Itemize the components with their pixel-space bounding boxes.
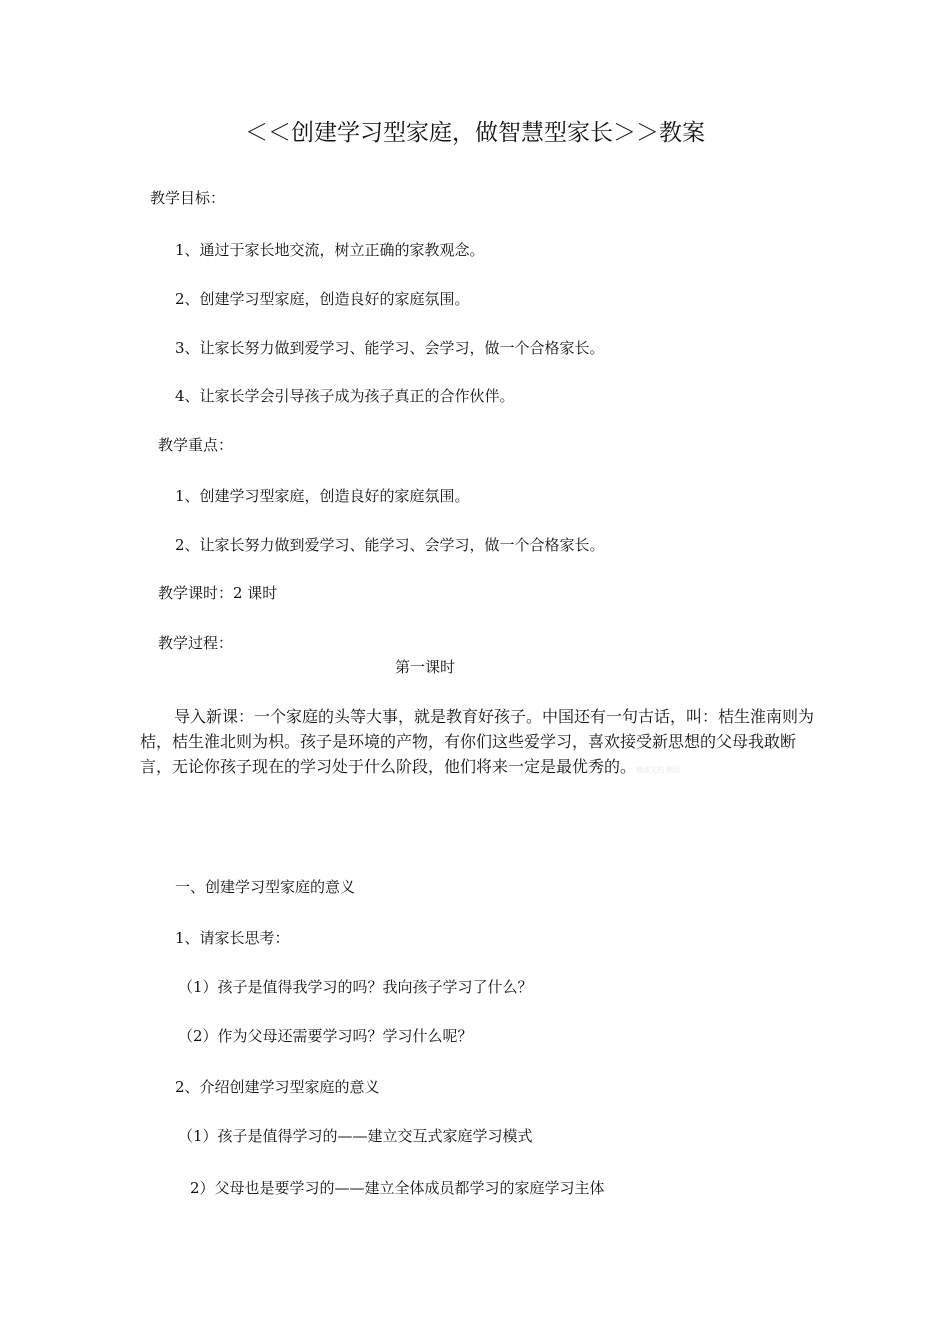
intro-paragraph [140, 704, 820, 783]
document-title: ＜＜创建学习型家庭，做智慧型家长＞＞教案 [245, 120, 705, 146]
question-item: （2）作为父母还需要学习吗？学习什么呢？ [178, 1027, 473, 1045]
process-heading: 教学过程： [158, 634, 234, 652]
objective-item: 4、让家长学会引导孩子成为孩子真正的合作伙伴。 [175, 387, 515, 405]
meaning-heading: 2、介绍创建学习型家庭的意义 [175, 1078, 380, 1096]
objective-item: 2、创建学习型家庭，创造良好的家庭氛围。 [175, 290, 470, 308]
keypoint-item: 2、让家长努力做到爱学习、能学习、会学习，做一个合格家长。 [175, 536, 605, 554]
objective-item: 3、让家长努力做到爱学习、能学习、会学习，做一个合格家长。 [175, 339, 605, 357]
keypoint-item: 1、创建学习型家庭，创造良好的家庭氛围。 [175, 487, 470, 505]
keypoints-heading: 教学重点： [158, 436, 234, 454]
question-heading: 1、请家长思考： [175, 929, 290, 947]
section-heading: 一、创建学习型家庭的意义 [175, 878, 356, 896]
question-item: （1）孩子是值得我学习的吗？我向孩子学习了什么？ [178, 978, 533, 996]
meaning-item: 2）父母也是要学习的——建立全体成员都学习的家庭学习主体 [190, 1179, 605, 1197]
class-hours: 教学课时：2 课时 [158, 584, 278, 602]
intro-text: 导入新课：一个家庭的头等大事，就是教育好孩子。中国还有一句古话，叫：桔生淮南则为桔，桔生淮北则为枳。孩子是环境的产物，有你们这些爱学习，喜欢接受新思想的父母我敢断言，无论你孩子现在的学习处于什么阶段，他们将来一定是最优秀的。 [140, 707, 815, 776]
meaning-item: （1）孩子是值得学习的——建立交互式家庭学习模式 [178, 1127, 533, 1145]
objectives-heading: 教学目标： [150, 189, 226, 207]
lesson-one-heading: 第一课时 [394, 658, 455, 676]
objective-item: 1、通过于家长地交流，树立正确的家教观念。 [175, 241, 485, 259]
faint-watermark: 精品文档 精品 [636, 766, 681, 774]
